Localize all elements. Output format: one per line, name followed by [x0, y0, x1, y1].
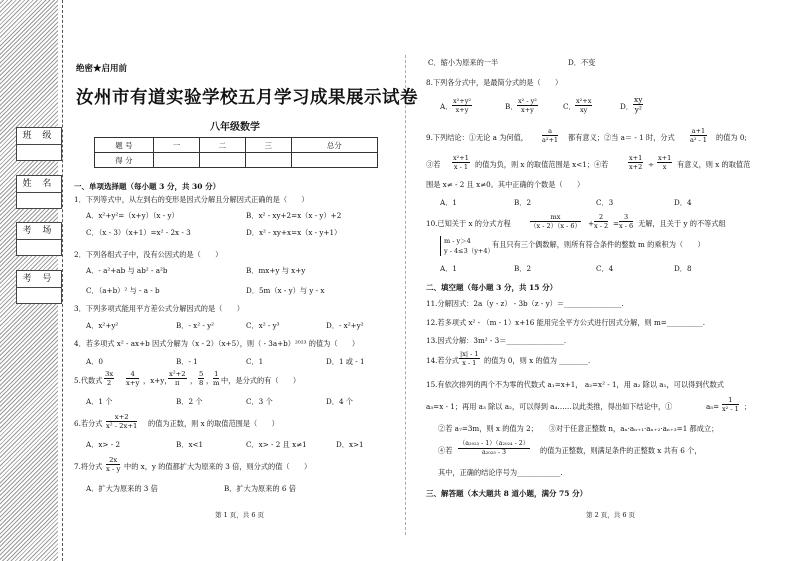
q10-part-2: 无解，且关于 y 的不等式组	[638, 219, 726, 228]
inequality-system	[440, 236, 494, 256]
q14-prefix: 14.若分式	[426, 356, 459, 365]
score-input-cell[interactable]	[291, 153, 377, 168]
q10-option-b[interactable]: B．2	[514, 264, 532, 273]
question-8: 8.下列各分式中，是最简分式的是（ ）	[426, 78, 563, 87]
q10-part-3: 有且只有三个偶数解，则所有符合条件的整数 m 的乘积为（ ）	[492, 240, 705, 249]
score-input-cell[interactable]	[245, 153, 291, 168]
q5-prefix: 5.代数式	[74, 376, 103, 385]
fraction-denominator: x+y	[521, 106, 534, 114]
q6-option-c[interactable]: C．x> - 2 且 x≠1	[246, 440, 307, 449]
fraction-denominator: a₂₀₂₅ - 3	[482, 449, 506, 456]
fraction-numerator: 2x	[106, 456, 120, 465]
fraction-denominator: y²	[634, 105, 642, 114]
fraction-denominator: x - 1	[462, 359, 477, 367]
q9-fraction-3	[452, 154, 470, 171]
comma: ，	[190, 376, 198, 385]
q7-option-a[interactable]: A．扩大为原来的 3 倍	[86, 484, 158, 493]
q4-option-c[interactable]: C．1	[246, 357, 264, 366]
q9-part-1: 9.下列结论：①无论 a 为何值，	[426, 133, 528, 142]
score-table-header-row	[95, 138, 378, 153]
fraction-denominator: x - 2	[594, 222, 609, 230]
q5-option-a[interactable]: A．1 个	[86, 397, 113, 406]
fraction-numerator: |x| - 1	[460, 350, 479, 358]
fraction-denominator: 8	[199, 379, 204, 387]
score-input-cell[interactable]	[199, 153, 245, 168]
score-cell: 二	[199, 138, 245, 153]
q5-fraction-1	[104, 370, 114, 387]
q15-line-1: 15.有依次排列的两个不为零的代数式 a₁=x+1， a₂=x² - 1，用 a₂ 除以 a₁，可以得到代数式	[426, 380, 724, 389]
q9-fraction-1	[542, 127, 558, 144]
q1-option-a[interactable]: A．x²+y²=（x+y）（x - y）	[86, 211, 179, 220]
fraction-numerator: 4	[126, 370, 139, 379]
fraction-denominator: x² - 2x+1	[106, 422, 138, 430]
fraction-numerator: a	[542, 127, 558, 136]
q1-option-b[interactable]: B．x² - xy+2=x（x - y）+2	[246, 211, 342, 220]
equals-sign: =	[613, 219, 620, 228]
q2-option-b[interactable]: B．mx+y 与 x+y	[246, 266, 306, 275]
section-3-heading: 三、解答题（本大题共 8 道小题，满分 75 分）	[426, 489, 588, 498]
q15-line-4-suffix: 的值为正整数，则满足条件的正整数 x 共有 6 个，	[540, 446, 702, 455]
q3-option-a[interactable]: A．x²+y²	[86, 321, 119, 330]
q15-line-2: a₃=x - 1；再用 a₃ 除以 a₂，可以得到 a₄……以此类推，得出如下结论中，①	[426, 402, 673, 411]
fraction-denominator: π	[175, 379, 180, 387]
fraction-denominator: x² - 1	[722, 405, 739, 413]
q15-line-2-end: ；	[744, 402, 752, 411]
section-1-heading: 一、单项选择题（每小题 3 分，共 30 分）	[74, 182, 221, 191]
score-cell: 得 分	[95, 153, 154, 168]
q8-option-d[interactable]: D．	[620, 102, 633, 111]
q7-prefix: 7.将分式	[74, 462, 103, 471]
fraction-denominator: x+y	[455, 106, 469, 114]
score-input-cell[interactable]	[154, 153, 200, 168]
fraction-denominator: a² - 1	[690, 136, 707, 144]
room-label: 考 场	[17, 223, 61, 240]
q5-option-b[interactable]: B．2 个	[176, 397, 203, 406]
q8b-fraction	[517, 97, 538, 114]
q5-fraction-3	[168, 370, 187, 387]
fraction-denominator: x+2	[629, 163, 643, 171]
q3-option-b[interactable]: B．- x² - y²	[176, 321, 215, 330]
fraction-denominator: x - 1	[453, 163, 468, 171]
q15-fraction-1	[722, 396, 739, 413]
q10-fraction-1	[530, 213, 581, 230]
question-5	[74, 376, 102, 386]
inequality-1: m - y＞4	[444, 237, 471, 245]
exam-title: 汝州市有道实验学校五月学习成果展示试卷	[76, 88, 418, 108]
score-cell: 题 号	[95, 138, 154, 153]
q9-fraction-5	[657, 154, 672, 171]
question-2: 2．下列各组式子中，没有公因式的是（ ）	[74, 250, 223, 259]
q9-fraction-4	[628, 154, 643, 171]
q5-option-d[interactable]: D．4 个	[326, 397, 353, 406]
q2-option-c[interactable]: C．（a+b）² 与 - a - b	[86, 286, 160, 295]
q8a-fraction	[452, 97, 472, 114]
q9-fraction-2	[690, 127, 707, 144]
q9-part-4: ③若	[426, 160, 441, 169]
fraction-denominator: x+y	[126, 379, 140, 387]
fraction-numerator: x+1	[658, 154, 672, 162]
q8-option-c[interactable]: C．	[563, 102, 576, 111]
q7-option-b[interactable]: B．扩大为原来的 6 倍	[224, 484, 296, 493]
score-table	[94, 137, 378, 168]
fraction-numerator: 1	[214, 370, 219, 378]
q4-option-a[interactable]: A．0	[86, 357, 103, 366]
q9-part-6: 有意义，则 x 的取值范	[677, 160, 751, 169]
fraction-numerator: 5	[199, 370, 204, 378]
fraction-numerator: x² - y²	[518, 97, 537, 105]
q10-option-c[interactable]: C．4	[596, 264, 614, 273]
q9-part-7: 围是 x≠ - 2 且 x≠0。其中正确的个数是（ ）	[426, 180, 585, 189]
q10-fraction-2	[594, 213, 608, 230]
q7-option-c[interactable]: C．缩小为原来的一半	[428, 58, 499, 67]
name-field[interactable]	[16, 175, 62, 209]
q5-middle: ，x+y，	[143, 376, 172, 385]
plus-sign: +	[588, 219, 595, 228]
fraction-denominator: a²+1	[542, 136, 559, 144]
exam-number-field[interactable]	[16, 270, 62, 304]
exam-number-label: 考 号	[17, 271, 61, 288]
fraction-denominator: xy	[580, 106, 588, 114]
q8-option-b[interactable]: B．	[505, 102, 518, 111]
q10-fraction-3	[619, 213, 633, 230]
subject-title: 八年级数学	[210, 122, 260, 133]
name-label: 姓 名	[17, 176, 61, 193]
fraction-numerator: x²+1	[453, 154, 469, 162]
score-cell: 一	[154, 138, 200, 153]
fraction-numerator: x²+y²	[453, 97, 471, 105]
fraction-denominator: x - y	[106, 465, 121, 473]
q2-option-a[interactable]: A．- a²+ab 与 ab² - a²b	[86, 266, 168, 275]
q8c-fraction	[575, 97, 592, 114]
q1-option-c[interactable]: C．（x - 3）（x+1）=x² - 2x - 3	[86, 228, 191, 237]
score-cell: 总分	[291, 138, 377, 153]
q9-option-a[interactable]: A．1	[440, 198, 457, 207]
question-1: 1．下列等式中，从左到右的变形是因式分解且分解因式正确的是（ ）	[74, 195, 309, 204]
q15-line-3: ②若 a₇=3m，则 x 的值为 2； ③对于任意正整数 n，aₙ·aₙ₊₁·aₙ₊₂·aₙ₊₃=1 都成立；	[438, 424, 719, 433]
q14-fraction	[459, 350, 480, 367]
q9-option-d[interactable]: D．4	[674, 198, 692, 207]
fraction-denominator: x - 6	[619, 222, 634, 230]
q7-suffix: 中的 x，y 的值都扩大为原来的 3 倍，则分式的值（ ）	[124, 462, 312, 471]
q3-option-d[interactable]: D．- x²+y²	[326, 321, 364, 330]
fraction-denominator: （x - 2）（x - 6）	[530, 222, 582, 230]
q3-option-c[interactable]: C．x² - y³	[246, 321, 280, 330]
q15-line-4-prefix: ④若	[438, 446, 453, 455]
fraction-numerator: （a₂₀₂₃ - 1）（a₂₀₂₄ - 2）	[459, 440, 530, 447]
fraction-denominator: x	[662, 163, 667, 171]
q4-option-d[interactable]: D．1 或 - 1	[326, 357, 365, 366]
fraction-numerator: 3x	[105, 370, 114, 378]
q6-option-a[interactable]: A．x> - 2	[86, 440, 121, 449]
q5-fraction-2	[126, 370, 139, 387]
q4-option-b[interactable]: B．- 1	[176, 357, 198, 366]
q14-suffix[interactable]: 的值为 0，则 x 的值为 ________.	[484, 356, 591, 365]
q2-option-d[interactable]: D．5m（x - y）与 y - x	[246, 286, 325, 295]
q9-option-b[interactable]: B．2	[514, 198, 532, 207]
q8d-fraction	[633, 95, 643, 114]
fraction-denominator: 2	[106, 379, 112, 387]
q6-suffix: 的值为正数，则 x 的取值范围是（ ）	[148, 419, 279, 428]
q9-option-c[interactable]: C．3	[596, 198, 614, 207]
fraction-numerator: 1	[722, 396, 739, 405]
question-11[interactable]: 11.分解因式：2a（y - z） - 3b（z - y）＝________________.	[426, 299, 624, 308]
q9-part-3: 的值为 0;	[716, 133, 747, 142]
q6-fraction	[106, 413, 137, 430]
fraction-numerator: 2	[594, 213, 608, 222]
q5-fraction-5	[213, 370, 219, 387]
question-12[interactable]: 12.若多项式 x² - （m - 1）x+16 能用完全平方公式进行因式分解，则 m=__________.	[426, 318, 706, 327]
question-3: 3．下列多项式能用平方差公式分解因式的是（ ）	[74, 304, 244, 313]
class-label: 班 级	[17, 128, 61, 145]
q6-option-b[interactable]: B．x<1	[176, 440, 204, 449]
section-2-heading: 二、填空题（每小题 3 分，共 15 分）	[426, 283, 558, 292]
q15-fraction-2	[458, 440, 530, 457]
question-13[interactable]: 13.因式分解：3m² - 3＝________________.	[426, 336, 567, 345]
fraction-numerator: x²+2	[169, 370, 186, 378]
q9-part-2: 都有意义；②当 a＝ - 1 时，分式	[568, 133, 675, 142]
q9-part-5: 的值为负，则 x 的取值范围是 x<1；④若	[475, 160, 609, 169]
q8-option-a[interactable]: A．	[440, 102, 453, 111]
fraction-numerator: mx	[530, 213, 581, 222]
fraction-denominator: m	[213, 379, 220, 387]
score-table-score-row	[95, 153, 378, 168]
q6-prefix: 6.若分式	[74, 419, 103, 428]
page-number-right: 第 2 页，共 6 页	[586, 511, 636, 519]
fraction-numerator: x+2	[106, 413, 137, 422]
fraction-numerator: xy	[634, 95, 643, 104]
page-number-left: 第 1 页，共 6 页	[215, 511, 265, 519]
q5-option-c[interactable]: C．3 个	[246, 397, 273, 406]
inequality-2: y - 4≤3（y+4）	[444, 247, 494, 255]
q15-a5: a₅=	[706, 402, 720, 411]
seal-line	[62, 0, 63, 561]
q1-option-d[interactable]: D．x² - xy+x=x（x - y+1）	[246, 228, 342, 237]
divide-sign: ÷	[648, 160, 655, 169]
question-4: 4．若多项式 x² - ax+b 因式分解为（x - 2）（x+5），则（ - 3a+b）²⁰²³ 的值为（ ）	[74, 339, 360, 348]
page-divider	[405, 55, 406, 535]
confidential-mark: 绝密★启用前	[76, 64, 128, 74]
q15-line-5[interactable]: 其中，正确的结论序号为____________.	[438, 468, 563, 477]
q7-option-d[interactable]: D．不变	[568, 58, 596, 67]
q10-option-a[interactable]: A．1	[440, 264, 457, 273]
q5-fraction-4	[198, 370, 204, 387]
fraction-numerator: x²+x	[576, 97, 592, 105]
fraction-numerator: 3	[619, 213, 633, 222]
class-field[interactable]	[16, 127, 62, 161]
q10-option-d[interactable]: D．8	[674, 264, 692, 273]
fraction-numerator: x+1	[629, 154, 643, 162]
score-cell: 三	[245, 138, 291, 153]
room-field[interactable]	[16, 222, 62, 256]
q6-option-d[interactable]: D．x>1	[336, 440, 364, 449]
comma: ，	[206, 376, 214, 385]
q7-fraction	[106, 456, 120, 473]
q5-suffix: 中，是分式的有（ ）	[221, 376, 301, 385]
q10-part-1: 10.已知关于 x 的分式方程	[426, 219, 511, 228]
fraction-numerator: a+1	[691, 127, 706, 135]
